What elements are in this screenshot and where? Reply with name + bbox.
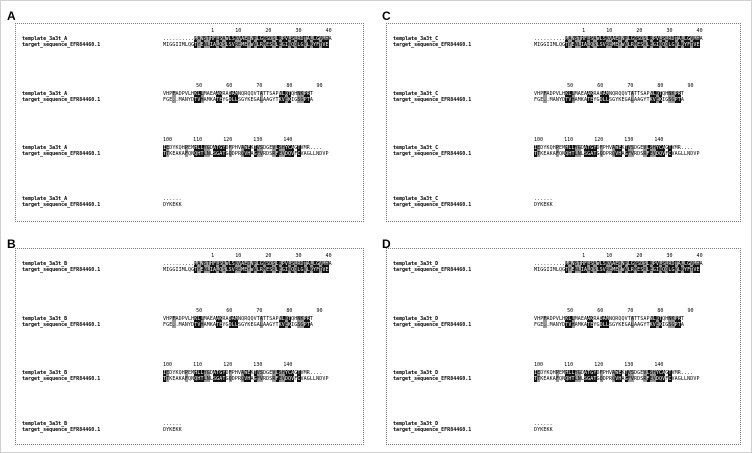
- target-name: target_sequence_EFR84460.1: [393, 97, 472, 103]
- template-sequence: ..........MANSTHFLSAWLSKVAEDNPLGWSDSLRPVLSLRDTALLGVMHA: [163, 261, 332, 267]
- template-sequence: VHPFADPVLHKLLMAEAAKRADAMNQRQQVTATTSAPNLKTQHNKPRT: [163, 91, 313, 97]
- position-ruler: 1 10 20 30 40: [534, 28, 703, 34]
- target-sequence: MIGGIIMLQGTYENLIALQSLSVREMEYWNLRMESRLEGINQQLGVLKYFTVE: [534, 42, 700, 48]
- target-sequence: DYKEKK: [534, 427, 553, 433]
- template-name: template_3a3t_A: [22, 196, 68, 202]
- target-name: target_sequence_EFR84460.1: [22, 267, 101, 273]
- template-sequence: VHPFADPVLHKLLMAEAAKRADAMNQRQQVTATTSAPNLKTQHNKPRT: [163, 316, 313, 322]
- target-name: target_sequence_EFR84460.1: [22, 202, 101, 208]
- position-ruler: 1 10 20 30 40: [163, 253, 332, 259]
- template-sequence: IEDYKQHPEMHLLYGDATGYDFPHVAWEKTVSDGEVLSHYCAGTVMR....: [163, 145, 323, 151]
- panel-label-c: C: [382, 9, 391, 23]
- target-sequence: TTKEAKAFQNQHTLNLSGATGQDPRQVHAGFVRDSRFEVDQVFCVAGLLNDVP: [534, 376, 700, 382]
- target-name: target_sequence_EFR84460.1: [22, 97, 101, 103]
- template-name: template_3a3t_B: [22, 421, 68, 427]
- target-sequence: MIGGIIMLQGTYENLIALQSLSVREMEYWNLRMESRLEGINQQLGVLKYFTVE: [163, 42, 329, 48]
- template-sequence: IEDYKQHPEMHLLYGDATGYDFPHVAWEKTVSDGEVLSHYCAGTVMR....: [534, 370, 694, 376]
- alignment-panel-b: [15, 248, 364, 445]
- template-sequence: ..........MANSTHFLSAWLSKVAEDNPLGWSDSLRPVLSLRDTALLGVMHA: [534, 36, 703, 42]
- template-sequence: ......: [163, 421, 182, 427]
- target-name: target_sequence_EFR84460.1: [393, 202, 472, 208]
- template-name: template_3a3t_C: [393, 91, 439, 97]
- target-name: target_sequence_EFR84460.1: [393, 376, 472, 382]
- position-ruler: 1 10 20 30 40: [534, 253, 703, 259]
- target-sequence: FGE..MANYDTVHAMKATEYGDLLSGYKEGALAAGYTKVEKIGSGPTA: [534, 322, 684, 328]
- template-name: template_3a3t_A: [22, 36, 68, 42]
- position-ruler: 100 110 120 130 140: [534, 137, 664, 143]
- target-name: target_sequence_EFR84460.1: [22, 376, 101, 382]
- template-name: template_3a3t_B: [22, 370, 68, 376]
- template-name: template_3a3t_C: [393, 36, 439, 42]
- target-name: target_sequence_EFR84460.1: [393, 151, 472, 157]
- target-sequence: MIGGIIMLQGTYENLIALQSLSVREMEYWNLRMESRLEGINQQLGVLKYFTVE: [163, 267, 329, 273]
- template-sequence: ......: [163, 196, 182, 202]
- target-sequence: MIGGIIMLQGTYENLIALQSLSVREMEYWNLRMESRLEGINQQLGVLKYFTVE: [534, 267, 700, 273]
- template-name: template_3a3t_D: [393, 316, 439, 322]
- target-sequence: TTKEAKAFQNQHTLNLSGATGQDPRQVHAGFVRDSRFEVDQVFCVAGLLNDVP: [163, 151, 329, 157]
- target-name: target_sequence_EFR84460.1: [22, 322, 101, 328]
- template-name: template_3a3t_A: [22, 91, 68, 97]
- position-ruler: 50 60 70 80 90: [534, 83, 694, 89]
- target-sequence: TTKEAKAFQNQHTLNLSGATGQDPRQVHAGFVRDSRFEVDQVFCVAGLLNDVP: [534, 151, 700, 157]
- target-name: target_sequence_EFR84460.1: [22, 42, 101, 48]
- target-sequence: DYKEKK: [163, 427, 182, 433]
- target-name: target_sequence_EFR84460.1: [393, 42, 472, 48]
- position-ruler: 50 60 70 80 90: [534, 308, 694, 314]
- panel-label-b: B: [7, 237, 16, 251]
- target-sequence: FGE..MANYDTVHAMKATEYGDLLSGYKEGALAAGYTKVEKIGSGPTA: [163, 97, 313, 103]
- target-sequence: FGE..MANYDTVHAMKATEYGDLLSGYKEGALAAGYTKVEKIGSGPTA: [534, 97, 684, 103]
- target-name: target_sequence_EFR84460.1: [22, 427, 101, 433]
- template-sequence: IEDYKQHPEMHLLYGDATGYDFPHVAWEKTVSDGEVLSHYCAGTVMR....: [534, 145, 694, 151]
- template-name: template_3a3t_A: [22, 145, 68, 151]
- target-sequence: DYKEKK: [534, 202, 553, 208]
- template-sequence: VHPFADPVLHKLLMAEAAKRADAMNQRQQVTATTSAPNLKTQHNKPRT: [534, 91, 684, 97]
- template-sequence: ......: [534, 196, 553, 202]
- position-ruler: 100 110 120 130 140: [534, 362, 664, 368]
- position-ruler: 50 60 70 80 90: [163, 83, 323, 89]
- alignment-panel-c: [386, 23, 741, 222]
- position-ruler: 100 110 120 130 140: [163, 137, 293, 143]
- target-sequence: TTKEAKAFQNQHTLNLSGATGQDPRQVHAGFVRDSRFEVDQVFCVAGLLNDVP: [163, 376, 329, 382]
- template-name: template_3a3t_C: [393, 145, 439, 151]
- target-name: target_sequence_EFR84460.1: [22, 151, 101, 157]
- target-sequence: FGE..MANYDTVHAMKATEYGDLLSGYKEGALAAGYTKVEKIGSGPTA: [163, 322, 313, 328]
- target-name: target_sequence_EFR84460.1: [393, 267, 472, 273]
- template-name: template_3a3t_B: [22, 316, 68, 322]
- template-name: template_3a3t_D: [393, 261, 439, 267]
- position-ruler: 1 10 20 30 40: [163, 28, 332, 34]
- template-sequence: ..........MANSTHFLSAWLSKVAEDNPLGWSDSLRPVLSLRDTALLGVMHA: [163, 36, 332, 42]
- target-name: target_sequence_EFR84460.1: [393, 322, 472, 328]
- position-ruler: 50 60 70 80 90: [163, 308, 323, 314]
- position-ruler: 100 110 120 130 140: [163, 362, 293, 368]
- panel-label-a: A: [7, 9, 16, 23]
- template-name: template_3a3t_C: [393, 196, 439, 202]
- alignment-panel-d: [386, 248, 741, 445]
- target-name: target_sequence_EFR84460.1: [393, 427, 472, 433]
- template-sequence: VHPFADPVLHKLLMAEAAKRADAMNQRQQVTATTSAPNLKTQHNKPRT: [534, 316, 684, 322]
- template-name: template_3a3t_B: [22, 261, 68, 267]
- template-name: template_3a3t_D: [393, 421, 439, 427]
- template-sequence: ..........MANSTHFLSAWLSKVAEDNPLGWSDSLRPVLSLRDTALLGVMHA: [534, 261, 703, 267]
- template-name: template_3a3t_D: [393, 370, 439, 376]
- panel-label-d: D: [382, 237, 391, 251]
- template-sequence: IEDYKQHPEMHLLYGDATGYDFPHVAWEKTVSDGEVLSHYCAGTVMR....: [163, 370, 323, 376]
- target-sequence: DYKEKK: [163, 202, 182, 208]
- template-sequence: ......: [534, 421, 553, 427]
- alignment-panel-a: [15, 23, 364, 222]
